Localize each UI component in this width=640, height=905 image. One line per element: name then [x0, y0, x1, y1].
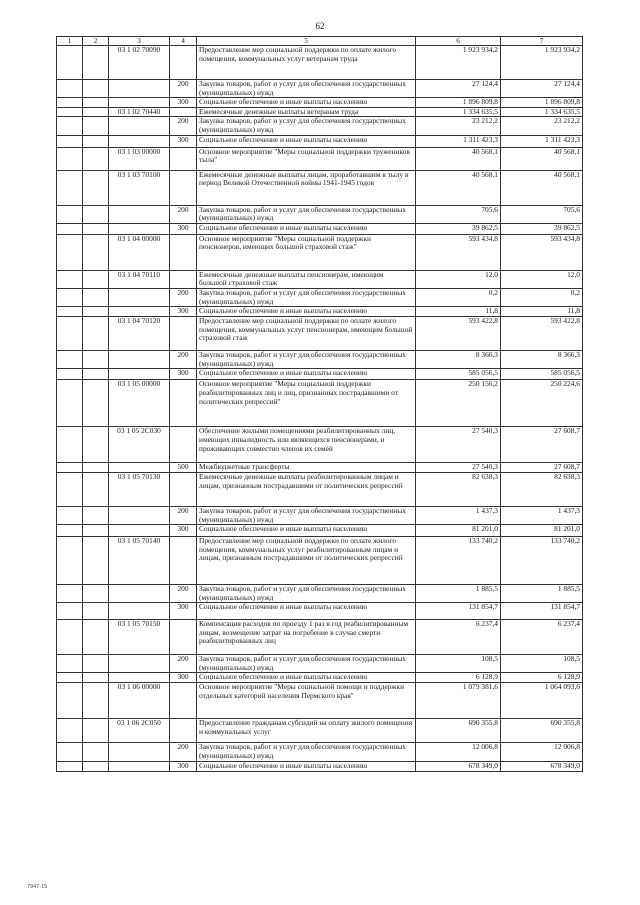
empty-cell	[83, 673, 109, 683]
amount-col7: 82 638,3	[501, 472, 583, 506]
item-name: Социальное обеспечение и иные выплаты населению	[197, 525, 416, 537]
table-row	[57, 525, 583, 537]
target-article-code: 03 1 05 2С030	[109, 427, 170, 463]
expense-type-code: 300	[170, 223, 197, 234]
empty-cell	[57, 463, 83, 473]
empty-cell	[57, 307, 83, 317]
expense-type-code	[170, 427, 197, 463]
table-row	[57, 107, 583, 117]
expense-type-code: 200	[170, 585, 197, 603]
expense-type-code	[170, 537, 197, 585]
amount-col7: 8 366,3	[501, 351, 583, 369]
target-article-code: 03 1 06 2С050	[109, 719, 170, 743]
amount-col6: 1 896 809,8	[416, 98, 501, 108]
table-row	[57, 620, 583, 655]
empty-cell	[83, 427, 109, 463]
empty-cell	[83, 147, 109, 170]
amount-col7: 11,8	[501, 307, 583, 317]
empty-cell	[57, 351, 83, 369]
column-number-row	[57, 37, 583, 46]
item-name: Основное мероприятие "Меры социальной поддержки реабилитированных лиц и лиц, признанных пострадавшими от политических репрессий"	[197, 380, 416, 427]
target-article-code: 03 1 05 70130	[109, 472, 170, 506]
table-row	[57, 761, 583, 771]
amount-col6: 6 128,9	[416, 673, 501, 683]
table-row	[57, 270, 583, 288]
amount-col7: 6 128,9	[501, 673, 583, 683]
expense-type-code	[170, 147, 197, 170]
amount-col7: 27 608,7	[501, 463, 583, 473]
table-row	[57, 673, 583, 683]
column-header: 5	[197, 37, 416, 46]
amount-col6: 12 006,8	[416, 743, 501, 761]
expense-type-code	[170, 270, 197, 288]
amount-col6: 82 638,3	[416, 472, 501, 506]
page-number: 62	[315, 21, 325, 31]
expense-type-code: 500	[170, 463, 197, 473]
table-row	[57, 170, 583, 205]
item-name: Предоставление мер социальной поддержки по оплате жилого помещения, коммунальных услуг ветеранам труда	[197, 46, 416, 80]
amount-col6: 585 056,5	[416, 369, 501, 380]
empty-cell	[83, 205, 109, 223]
target-article-code: 03 1 04 70110	[109, 270, 170, 288]
empty-cell	[57, 147, 83, 170]
column-header: 1	[57, 37, 83, 46]
empty-cell	[57, 369, 83, 380]
table-row	[57, 80, 583, 98]
empty-cell	[83, 46, 109, 80]
empty-cell	[83, 307, 109, 317]
amount-col7: 1 896 809,8	[501, 98, 583, 108]
amount-col6: 1 079 381,6	[416, 683, 501, 719]
target-article-code	[109, 506, 170, 524]
amount-col6: 593 434,8	[416, 234, 501, 270]
target-article-code	[109, 761, 170, 771]
target-article-code: 03 1 02 70440	[109, 107, 170, 117]
amount-col6: 6 237,4	[416, 620, 501, 655]
amount-col6: 39 862,5	[416, 223, 501, 234]
amount-col6: 1 437,3	[416, 506, 501, 524]
table-row	[57, 307, 583, 317]
empty-cell	[83, 380, 109, 427]
empty-cell	[83, 117, 109, 135]
item-name: Закупка товаров, работ и услуг для обеспечения государственных (муниципальных) нужд	[197, 80, 416, 98]
target-article-code	[109, 743, 170, 761]
expense-type-code: 200	[170, 80, 197, 98]
empty-cell	[57, 117, 83, 135]
expense-type-code: 200	[170, 743, 197, 761]
amount-col7: 23 212,2	[501, 117, 583, 135]
target-article-code: 03 1 05 70150	[109, 620, 170, 655]
expense-type-code: 200	[170, 655, 197, 673]
amount-col6: 133 740,2	[416, 537, 501, 585]
table-row	[57, 98, 583, 108]
table-row	[57, 472, 583, 506]
target-article-code: 03 1 02 70090	[109, 46, 170, 80]
expense-type-code: 200	[170, 506, 197, 524]
target-article-code	[109, 655, 170, 673]
amount-col6: 40 568,1	[416, 147, 501, 170]
item-name: Основное мероприятие "Меры социальной поддержки пенсионеров, имеющих большой страховой стаж"	[197, 234, 416, 270]
expense-type-code: 300	[170, 761, 197, 771]
table-row	[57, 351, 583, 369]
empty-cell	[83, 80, 109, 98]
expense-type-code	[170, 719, 197, 743]
empty-cell	[83, 655, 109, 673]
empty-cell	[57, 223, 83, 234]
expense-type-code	[170, 620, 197, 655]
empty-cell	[83, 98, 109, 108]
expense-type-code: 300	[170, 525, 197, 537]
empty-cell	[57, 620, 83, 655]
amount-col6: 678 349,0	[416, 761, 501, 771]
item-name: Предоставление мер социальной поддержки по оплате жилого помещения, коммунальных услуг реабилитированным лицам и лицам, признанным пострадавшими от политических репрессий	[197, 537, 416, 585]
target-article-code	[109, 369, 170, 380]
target-article-code: 03 1 06 00000	[109, 683, 170, 719]
empty-cell	[83, 369, 109, 380]
target-article-code	[109, 223, 170, 234]
table-row	[57, 117, 583, 135]
amount-col7: 40 568,1	[501, 170, 583, 205]
amount-col6: 1 334 635,5	[416, 107, 501, 117]
target-article-code: 03 1 05 00000	[109, 380, 170, 427]
amount-col7: 6 237,4	[501, 620, 583, 655]
expense-type-code	[170, 683, 197, 719]
expense-type-code: 200	[170, 351, 197, 369]
empty-cell	[57, 135, 83, 147]
item-name: Социальное обеспечение и иные выплаты населению	[197, 307, 416, 317]
target-article-code: 03 1 03 00000	[109, 147, 170, 170]
item-name: Закупка товаров, работ и услуг для обеспечения государственных (муниципальных) нужд	[197, 585, 416, 603]
amount-col7: 39 862,5	[501, 223, 583, 234]
budget-table-container	[56, 36, 582, 772]
empty-cell	[57, 506, 83, 524]
empty-cell	[83, 719, 109, 743]
target-article-code	[109, 98, 170, 108]
item-name: Обеспечение жилыми помещениями реабилитированных лиц, имеющих инвалидность или являющихся пенсионерами, и проживающих совместно членов их семей	[197, 427, 416, 463]
target-article-code	[109, 603, 170, 620]
empty-cell	[57, 603, 83, 620]
amount-col7: 1 064 093,6	[501, 683, 583, 719]
table-row	[57, 317, 583, 351]
empty-cell	[57, 288, 83, 306]
empty-cell	[83, 351, 109, 369]
target-article-code	[109, 351, 170, 369]
amount-col7: 133 740,2	[501, 537, 583, 585]
item-name: Социальное обеспечение и иные выплаты населению	[197, 761, 416, 771]
table-row	[57, 135, 583, 147]
table-row	[57, 655, 583, 673]
amount-col7: 1 311 423,3	[501, 135, 583, 147]
amount-col6: 108,5	[416, 655, 501, 673]
amount-col6: 131 854,7	[416, 603, 501, 620]
empty-cell	[83, 223, 109, 234]
empty-cell	[57, 761, 83, 771]
expense-type-code	[170, 46, 197, 80]
empty-cell	[57, 743, 83, 761]
target-article-code	[109, 673, 170, 683]
expense-type-code: 300	[170, 369, 197, 380]
empty-cell	[57, 655, 83, 673]
target-article-code	[109, 288, 170, 306]
expense-type-code	[170, 380, 197, 427]
table-row	[57, 380, 583, 427]
item-name: Основное мероприятие "Меры социальной поддержки тружеников тыла"	[197, 147, 416, 170]
empty-cell	[57, 270, 83, 288]
budget-table	[56, 36, 583, 772]
amount-col6: 705,6	[416, 205, 501, 223]
expense-type-code: 300	[170, 98, 197, 108]
table-row	[57, 743, 583, 761]
table-row	[57, 205, 583, 223]
item-name: Социальное обеспечение и иные выплаты населению	[197, 135, 416, 147]
amount-col7: 690 355,8	[501, 719, 583, 743]
expense-type-code	[170, 317, 197, 351]
expense-type-code	[170, 170, 197, 205]
empty-cell	[57, 80, 83, 98]
item-name: Предоставление гражданам субсидий на оплату жилого помещения и коммунальных услуг	[197, 719, 416, 743]
empty-cell	[57, 525, 83, 537]
empty-cell	[83, 270, 109, 288]
amount-col7: 250 224,6	[501, 380, 583, 427]
expense-type-code	[170, 234, 197, 270]
empty-cell	[57, 537, 83, 585]
amount-col7: 705,6	[501, 205, 583, 223]
item-name: Закупка товаров, работ и услуг для обеспечения государственных (муниципальных) нужд	[197, 288, 416, 306]
expense-type-code	[170, 472, 197, 506]
expense-type-code: 300	[170, 135, 197, 147]
empty-cell	[57, 585, 83, 603]
amount-col7: 27 608,7	[501, 427, 583, 463]
target-article-code: 03 1 04 70120	[109, 317, 170, 351]
empty-cell	[83, 537, 109, 585]
amount-col7: 131 854,7	[501, 603, 583, 620]
amount-col7: 1 923 934,2	[501, 46, 583, 80]
amount-col6: 81 201,0	[416, 525, 501, 537]
empty-cell	[57, 472, 83, 506]
empty-cell	[57, 719, 83, 743]
item-name: Социальное обеспечение и иные выплаты населению	[197, 369, 416, 380]
table-row	[57, 719, 583, 743]
table-row	[57, 537, 583, 585]
empty-cell	[83, 761, 109, 771]
target-article-code	[109, 463, 170, 473]
item-name: Закупка товаров, работ и услуг для обеспечения государственных (муниципальных) нужд	[197, 743, 416, 761]
table-row	[57, 223, 583, 234]
target-article-code: 03 1 05 70140	[109, 537, 170, 585]
amount-col7: 1 885,5	[501, 585, 583, 603]
target-article-code	[109, 80, 170, 98]
table-row	[57, 585, 583, 603]
amount-col7: 593 422,8	[501, 317, 583, 351]
amount-col7: 40 568,1	[501, 147, 583, 170]
empty-cell	[57, 170, 83, 205]
item-name: Компенсация расходов по проезду 1 раз в год реабилитированным лицам, возмещение затрат на погребение в случае смерти реабилитированных лиц	[197, 620, 416, 655]
column-header: 2	[83, 37, 109, 46]
empty-cell	[57, 427, 83, 463]
empty-cell	[57, 107, 83, 117]
empty-cell	[83, 603, 109, 620]
empty-cell	[83, 135, 109, 147]
expense-type-code: 200	[170, 205, 197, 223]
amount-col6: 8 366,3	[416, 351, 501, 369]
expense-type-code	[170, 107, 197, 117]
item-name: Ежемесячные денежные выплаты реабилитированным лицам и лицам, признанным пострадавшими от политических репрессий	[197, 472, 416, 506]
item-name: Ежемесячные денежные выплаты пенсионерам, имеющим большой страховой стаж	[197, 270, 416, 288]
target-article-code: 03 1 04 00000	[109, 234, 170, 270]
amount-col6: 1 923 934,2	[416, 46, 501, 80]
empty-cell	[57, 46, 83, 80]
amount-col7: 1 437,3	[501, 506, 583, 524]
table-row	[57, 463, 583, 473]
amount-col6: 23 212,2	[416, 117, 501, 135]
item-name: Социальное обеспечение и иные выплаты населению	[197, 603, 416, 620]
empty-cell	[83, 288, 109, 306]
table-row	[57, 683, 583, 719]
item-name: Социальное обеспечение и иные выплаты населению	[197, 673, 416, 683]
amount-col7: 1 334 635,5	[501, 107, 583, 117]
expense-type-code: 300	[170, 673, 197, 683]
empty-cell	[83, 463, 109, 473]
amount-col7: 12 006,8	[501, 743, 583, 761]
amount-col7: 0,2	[501, 288, 583, 306]
empty-cell	[83, 506, 109, 524]
item-name: Закупка товаров, работ и услуг для обеспечения государственных (муниципальных) нужд	[197, 506, 416, 524]
amount-col6: 27 124,4	[416, 80, 501, 98]
target-article-code	[109, 205, 170, 223]
table-body	[57, 46, 583, 772]
item-name: Межбюджетные трансферты	[197, 463, 416, 473]
amount-col6: 12,0	[416, 270, 501, 288]
amount-col6: 40 568,1	[416, 170, 501, 205]
item-name: Ежемесячные денежные выплаты лицам, проработавшим в тылу в период Великой Отечественной войны 1941-1945 годов	[197, 170, 416, 205]
table-row	[57, 603, 583, 620]
empty-cell	[83, 525, 109, 537]
empty-cell	[83, 170, 109, 205]
item-name: Ежемесячные денежные выплаты ветеранам труда	[197, 107, 416, 117]
table-row	[57, 369, 583, 380]
amount-col6: 27 540,3	[416, 427, 501, 463]
empty-cell	[57, 380, 83, 427]
empty-cell	[83, 743, 109, 761]
amount-col6: 27 540,3	[416, 463, 501, 473]
amount-col6: 11,8	[416, 307, 501, 317]
amount-col6: 1 885,5	[416, 585, 501, 603]
target-article-code	[109, 117, 170, 135]
table-row	[57, 147, 583, 170]
item-name: Закупка товаров, работ и услуг для обеспечения государственных (муниципальных) нужд	[197, 205, 416, 223]
target-article-code	[109, 585, 170, 603]
amount-col7: 593 434,8	[501, 234, 583, 270]
amount-col7: 81 201,0	[501, 525, 583, 537]
amount-col6: 690 355,8	[416, 719, 501, 743]
empty-cell	[57, 205, 83, 223]
item-name: Социальное обеспечение и иные выплаты населению	[197, 98, 416, 108]
target-article-code: 03 1 03 70100	[109, 170, 170, 205]
amount-col6: 1 311 423,3	[416, 135, 501, 147]
expense-type-code: 200	[170, 117, 197, 135]
column-header: 4	[170, 37, 197, 46]
item-name: Предоставление мер социальной поддержки по оплате жилого помещения, коммунальных услуг пенсионерам, имеющим большой страховой стаж	[197, 317, 416, 351]
empty-cell	[57, 673, 83, 683]
column-header: 3	[109, 37, 170, 46]
amount-col7: 27 124,4	[501, 80, 583, 98]
item-name: Закупка товаров, работ и услуг для обеспечения государственных (муниципальных) нужд	[197, 117, 416, 135]
empty-cell	[57, 317, 83, 351]
empty-cell	[57, 98, 83, 108]
column-header: 7	[501, 37, 583, 46]
item-name: Закупка товаров, работ и услуг для обеспечения государственных (муниципальных) нужд	[197, 351, 416, 369]
column-header: 6	[416, 37, 501, 46]
empty-cell	[83, 683, 109, 719]
table-row	[57, 234, 583, 270]
item-name: Основное мероприятие "Меры социальной помощи и поддержки отдельных категорий населения Пермского края"	[197, 683, 416, 719]
item-name: Социальное обеспечение и иные выплаты населению	[197, 223, 416, 234]
amount-col6: 0,2	[416, 288, 501, 306]
footer-document-code: 7947-15	[27, 884, 48, 890]
empty-cell	[83, 585, 109, 603]
amount-col6: 250 156,2	[416, 380, 501, 427]
amount-col7: 12,0	[501, 270, 583, 288]
empty-cell	[83, 472, 109, 506]
empty-cell	[57, 234, 83, 270]
amount-col7: 108,5	[501, 655, 583, 673]
table-row	[57, 427, 583, 463]
table-row	[57, 506, 583, 524]
empty-cell	[83, 107, 109, 117]
empty-cell	[83, 234, 109, 270]
table-row	[57, 46, 583, 80]
empty-cell	[83, 317, 109, 351]
expense-type-code: 300	[170, 307, 197, 317]
amount-col6: 593 422,8	[416, 317, 501, 351]
item-name: Закупка товаров, работ и услуг для обеспечения государственных (муниципальных) нужд	[197, 655, 416, 673]
empty-cell	[57, 683, 83, 719]
target-article-code	[109, 307, 170, 317]
amount-col7: 585 056,5	[501, 369, 583, 380]
amount-col7: 678 349,0	[501, 761, 583, 771]
expense-type-code: 200	[170, 288, 197, 306]
expense-type-code: 300	[170, 603, 197, 620]
empty-cell	[83, 620, 109, 655]
table-row	[57, 288, 583, 306]
target-article-code	[109, 525, 170, 537]
target-article-code	[109, 135, 170, 147]
